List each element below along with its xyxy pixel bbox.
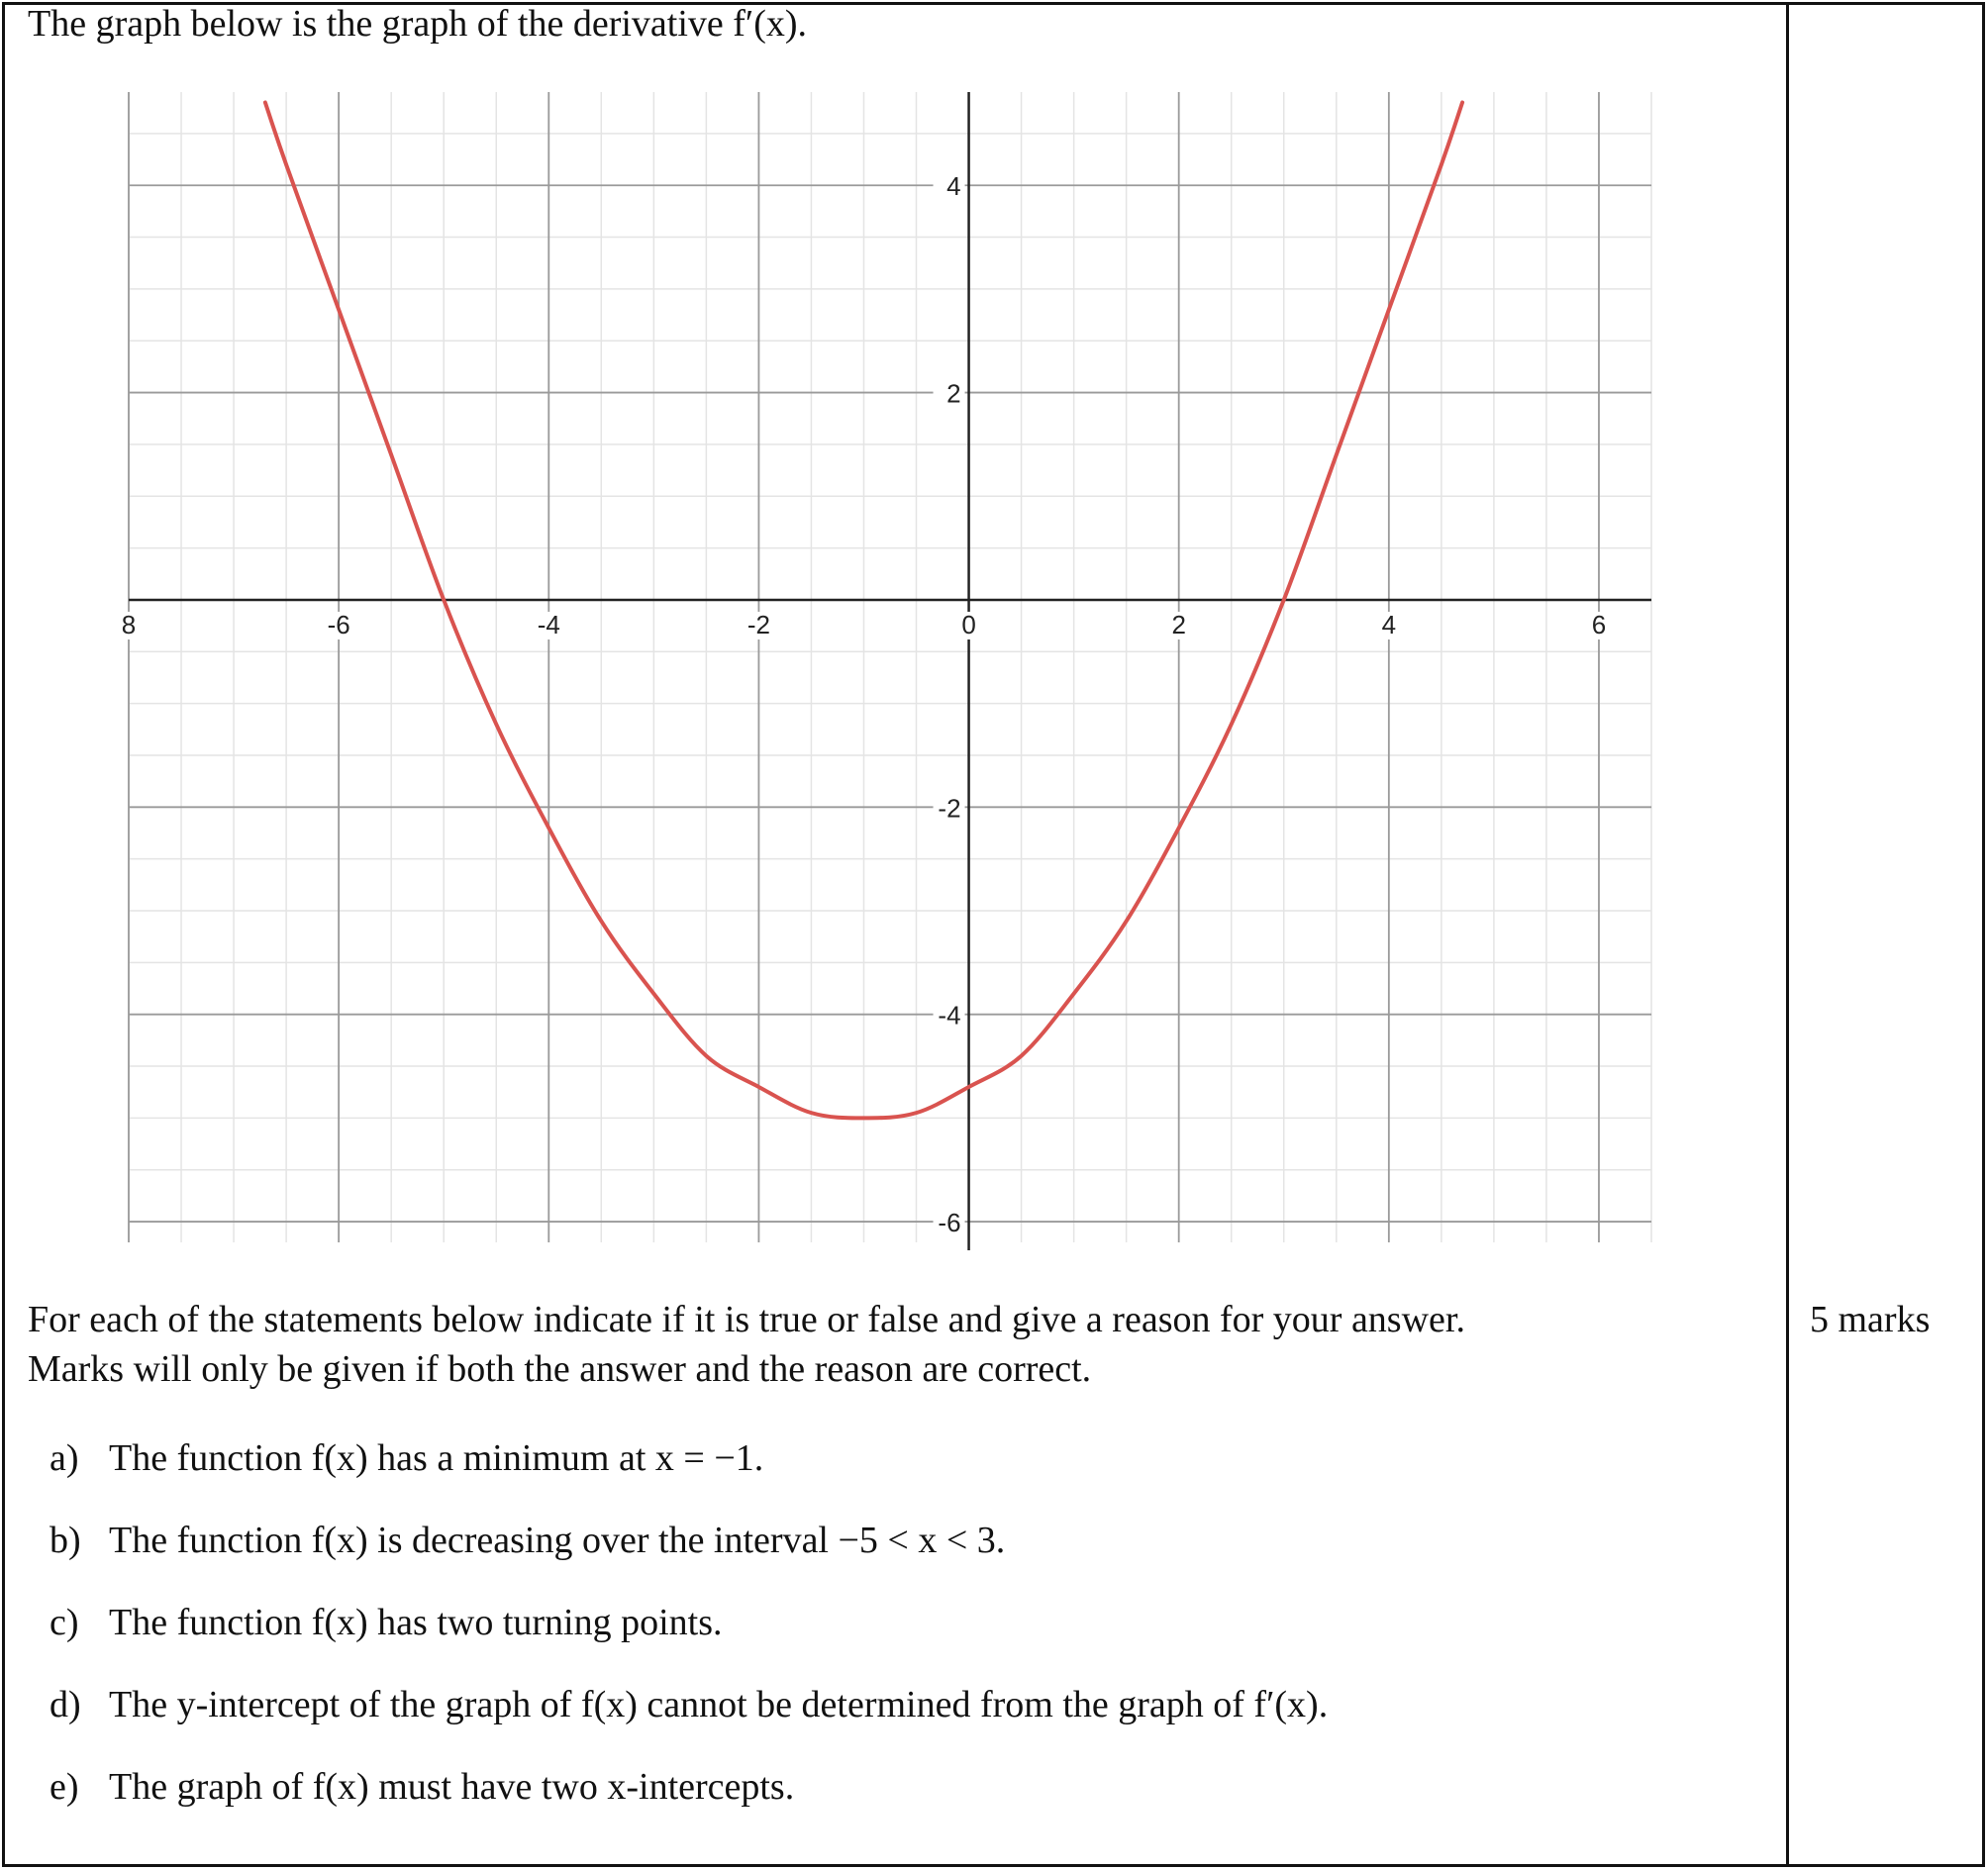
x-tick-label: 6 xyxy=(1591,609,1607,640)
derivative-graph xyxy=(119,84,1663,1257)
statement-a-text: The function f(x) has a minimum at x = −1. xyxy=(109,1437,764,1479)
x-tick-label: -6 xyxy=(327,609,350,640)
instructions-line-1: For each of the statements below indicate if it is true or false and give a reason for your answer. xyxy=(28,1299,1465,1340)
statement-d-label: d) xyxy=(50,1684,81,1725)
marks-column-divider xyxy=(1786,5,1789,1864)
statement-e xyxy=(50,1762,794,1812)
y-tick-label: -2 xyxy=(938,793,961,824)
y-tick-label: 4 xyxy=(946,171,961,202)
statement-c-label: c) xyxy=(50,1602,79,1643)
statement-b-label: b) xyxy=(50,1520,81,1561)
statement-d-text: The y-intercept of the graph of f(x) cannot be determined from the graph of f′(x). xyxy=(109,1684,1329,1725)
statement-a-label: a) xyxy=(50,1437,79,1479)
intro-text: The graph below is the graph of the derivative f′(x). xyxy=(28,3,808,45)
instructions-line-2: Marks will only be given if both the answer and the reason are correct. xyxy=(28,1348,1092,1390)
x-tick-label: 2 xyxy=(1171,609,1186,640)
y-tick-label: 2 xyxy=(946,378,961,409)
statement-c-text: The function f(x) has two turning points. xyxy=(109,1602,723,1643)
statement-c xyxy=(50,1598,723,1647)
statement-d xyxy=(50,1680,1328,1729)
x-tick-label: 0 xyxy=(961,609,976,640)
statement-b-text: The function f(x) is decreasing over the interval −5 < x < 3. xyxy=(109,1520,1006,1561)
x-tick-label: 8 xyxy=(121,609,137,640)
y-tick-label: -4 xyxy=(938,1000,961,1031)
statement-a xyxy=(50,1433,763,1483)
instructions xyxy=(28,1295,1770,1394)
statement-e-label: e) xyxy=(50,1766,79,1808)
x-tick-label: -2 xyxy=(746,609,770,640)
y-tick-label: -6 xyxy=(938,1208,961,1238)
marks-label: 5 marks xyxy=(1810,1299,1931,1340)
statement-b xyxy=(50,1516,1005,1565)
x-tick-label: 4 xyxy=(1381,609,1397,640)
derivative-chart-svg xyxy=(119,84,1663,1257)
x-tick-label: -4 xyxy=(537,609,560,640)
statement-e-text: The graph of f(x) must have two x-intercepts. xyxy=(109,1766,795,1808)
